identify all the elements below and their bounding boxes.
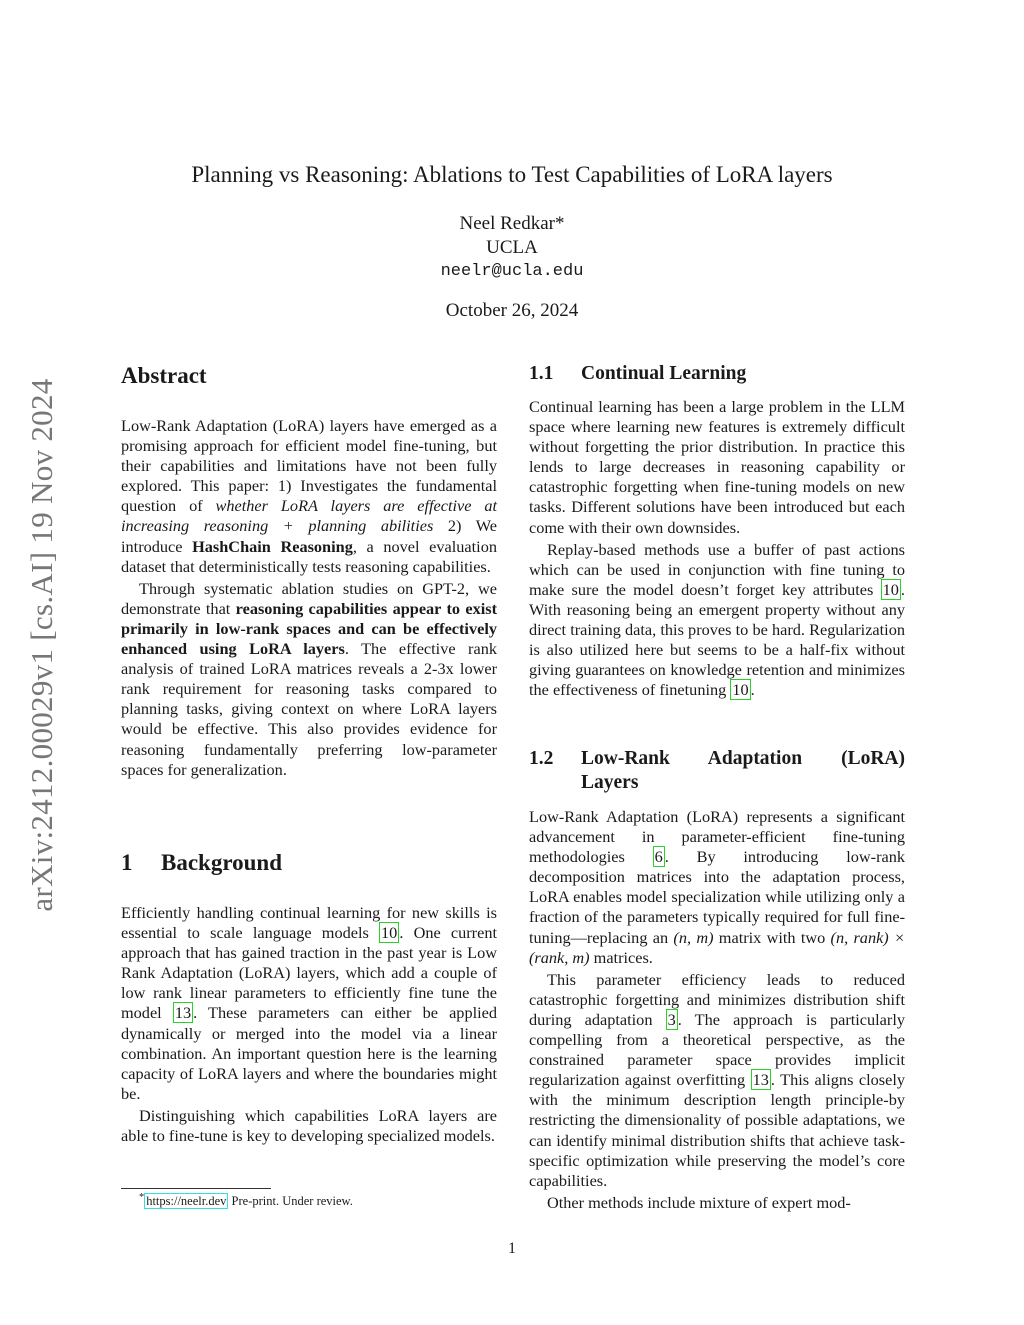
text: matrix with two <box>713 927 831 947</box>
paragraph <box>121 1106 497 1146</box>
abstract-heading: Abstract <box>121 363 207 388</box>
paragraph <box>121 579 497 780</box>
text: Low-Rank Adaptation (LoRA) represents a significant advancement in parameter-efficient fine-tuning methodologies <box>529 807 905 867</box>
citation-link[interactable]: 6 <box>654 847 663 867</box>
paper-date: October 26, 2024 <box>445 300 579 321</box>
author-name: Neel Redkar* <box>459 213 565 234</box>
text: Continual learning has been a large problem in the LLM space where learning new features is extremely difficult without forgetting the prior distribution. In practice this lends to large decreases in reasoning capability or catastrophic forgetting when fine-tuning models on new tasks. Different solutions have been introduced but each come with their own downsides. <box>529 397 905 537</box>
section-number: 1.1 <box>529 363 554 384</box>
paragraph <box>529 540 905 701</box>
text: Replay-based methods use a buffer of past actions which can be used in conjunction with fine tuning to make sure the model doesn’t forget key attributes <box>529 539 905 599</box>
background-heading <box>121 850 282 876</box>
italic-text: (n, rank) × (rank, m) <box>529 927 906 967</box>
citation-link[interactable]: 13 <box>174 1003 192 1023</box>
affiliation: UCLA <box>486 237 538 258</box>
citation-link[interactable]: 10 <box>732 680 749 700</box>
text: . <box>750 680 755 700</box>
text: matrices. <box>589 947 653 967</box>
italic-text: whether LoRA layers are effective at increasing reasoning + planning abilities <box>121 496 498 536</box>
section-number: 1.2 <box>529 748 554 769</box>
text: . This aligns closely with the minimum description length principle-by restricting the dimensionality of possible adaptations, we can identify minimal distribution shifts that achieve task-specific optimization while preserving the model’s core capabilities. <box>529 1070 905 1190</box>
continual-learning-heading <box>529 362 746 386</box>
text: Distinguishing which capabilities LoRA layers are able to fine-tune is key to developing specialized models. <box>121 1105 497 1146</box>
bold-text: reasoning capabilities appear to exist primarily in low-rank spaces and can be effectively enhanced using LoRA layers <box>121 598 497 659</box>
text: . One current approach that has gained traction in the past year is Low Rank Adaptation (LoRA) layers, which add a couple of low rank linear parameters to efficiently fine tune the model <box>121 923 497 1023</box>
text: . The effective rank analysis of trained LoRA matrices reveals a 2-3x lower rank requirement for reasoning tasks compared to planning tasks, giving context on where LoRA layers would be effective. This also provides evidence for reasoning fundamentally preferring low-parameter spaces for generalization. <box>121 639 497 779</box>
citation-link[interactable]: 13 <box>752 1070 769 1090</box>
text: , a novel evaluation dataset that deterministically tests reasoning capabilities. <box>121 536 497 576</box>
arxiv-side-label: arXiv:2412.00029v1 [cs.AI] 19 Nov 2024 <box>24 378 59 912</box>
section-title: Low-Rank Adaptation (LoRA) Layers <box>581 748 905 793</box>
lora-body <box>529 807 905 1213</box>
paragraph <box>529 1193 905 1213</box>
paragraph <box>529 970 905 1191</box>
text: Other methods include mixture of expert mod- <box>547 1192 851 1212</box>
footnote-rule <box>121 1188 271 1189</box>
abstract-body <box>121 416 497 780</box>
text: Efficiently handling continual learning for new skills is essential to scale language models <box>121 903 497 943</box>
paragraph <box>121 903 497 1104</box>
footnote <box>139 1192 353 1209</box>
text: Low-Rank Adaptation (LoRA) layers have emerged as a promising approach for efficient model fine-tuning, but their capabilities and limitations have not been fully explored. This paper: 1) Investigates the fundamental question of <box>121 416 497 516</box>
background-body <box>121 903 497 1146</box>
text: . These parameters can either be applied dynamically or merged into the model via a linear combination. An important question here is the learning capacity of LoRA layers and where the boundaries might be. <box>121 1003 497 1103</box>
page-number: 1 <box>508 1240 516 1257</box>
text: . By introducing low-rank decomposition matrices into the adaptation process, LoRA enables model specialization while utilizing only a fraction of the parameters typically required for full fine-tuning—replacing an <box>529 847 905 947</box>
paragraph <box>529 397 905 538</box>
bold-text: HashChain Reasoning <box>192 536 353 556</box>
footnote-text: Pre-print. Under review. <box>228 1194 353 1209</box>
text: . With reasoning being an emergent property without any direct training data, this proves to be hard. Regularization is also utilized here but seems to be a half-fix without giving guarantees on knowledge retention and minimizes the effectiveness of finetuning <box>529 579 905 700</box>
section-title: Continual Learning <box>581 363 747 384</box>
citation-link[interactable]: 10 <box>381 923 398 943</box>
citation-link[interactable]: 3 <box>667 1009 676 1029</box>
italic-text: (n, m) <box>673 927 714 947</box>
author-email[interactable]: neelr@ucla.edu <box>440 262 584 281</box>
paragraph <box>529 807 905 968</box>
paper-title: Planning vs Reasoning: Ablations to Test Capabilities of LoRA layers <box>191 162 833 187</box>
citation-link[interactable]: 10 <box>882 579 899 599</box>
section-title: Background <box>161 850 283 875</box>
footnote-marker: * <box>139 1192 145 1203</box>
section-number: 1 <box>121 850 133 875</box>
paragraph <box>121 416 497 577</box>
text: This parameter efficiency leads to reduced catastrophic forgetting and minimizes distribution shift during adaptation <box>529 969 905 1029</box>
continual-learning-body <box>529 397 905 700</box>
text: . The approach is particularly compelling from a theoretical perspective, as the constrained parameter space provides implicit regularization against overfitting <box>529 1009 905 1090</box>
footnote-url-link[interactable]: https://neelr.dev <box>146 1194 227 1209</box>
text: 2) We introduce <box>121 516 497 556</box>
lora-heading <box>529 747 905 795</box>
text: Through systematic ablation studies on GPT-2, we demonstrate that <box>121 578 497 618</box>
